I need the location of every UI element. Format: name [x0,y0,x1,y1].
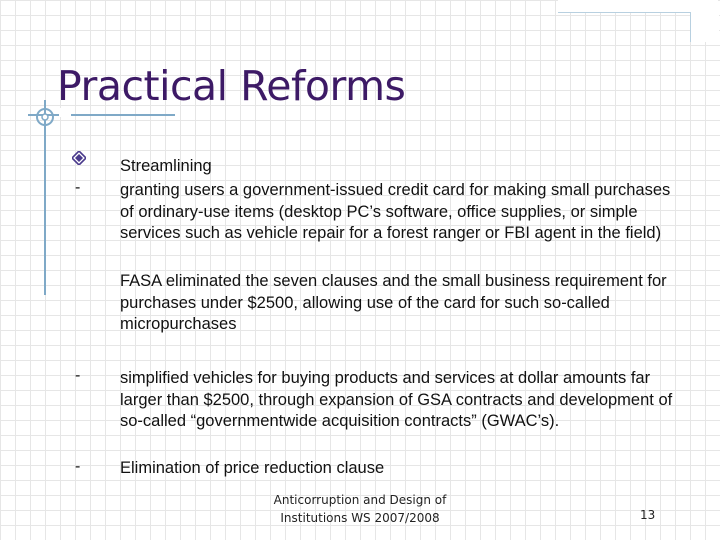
item-1-paragraph-1: granting users a government-issued credit card for making small purchases of ordinary-use items (desktop PC’s software, office supplies, or simple services such as vehicle repair for a forest ranger or FBI agent in the field) [120,181,671,242]
dash-marker: - [75,458,81,475]
item-2-paragraph-1: simplified vehicles for buying products and services at dollar amounts far larger than $2500, through expansion of GSA contracts and development of so-called “governmentwide acquisition contracts” (GWAC’s). [120,369,673,430]
footer-line-2: Institutions WS 2007/2008 [280,511,440,525]
bullet-heading: Streamlining [120,157,212,175]
slide-title: Practical Reforms [57,62,406,110]
dash-marker: - [75,367,81,384]
item-3-paragraph-1: Elimination of price reduction clause [120,459,385,477]
dash-marker: - [75,179,81,196]
page-number: 13 [640,508,656,522]
item-1-paragraph-2: FASA eliminated the seven clauses and the small business requirement for purchases under $2500, allowing use of the card for such so-called micropurchases [120,272,667,333]
footer [255,491,465,527]
diamond-bullet-icon [72,151,86,165]
footer-line-1: Anticorruption and Design of [273,493,447,507]
